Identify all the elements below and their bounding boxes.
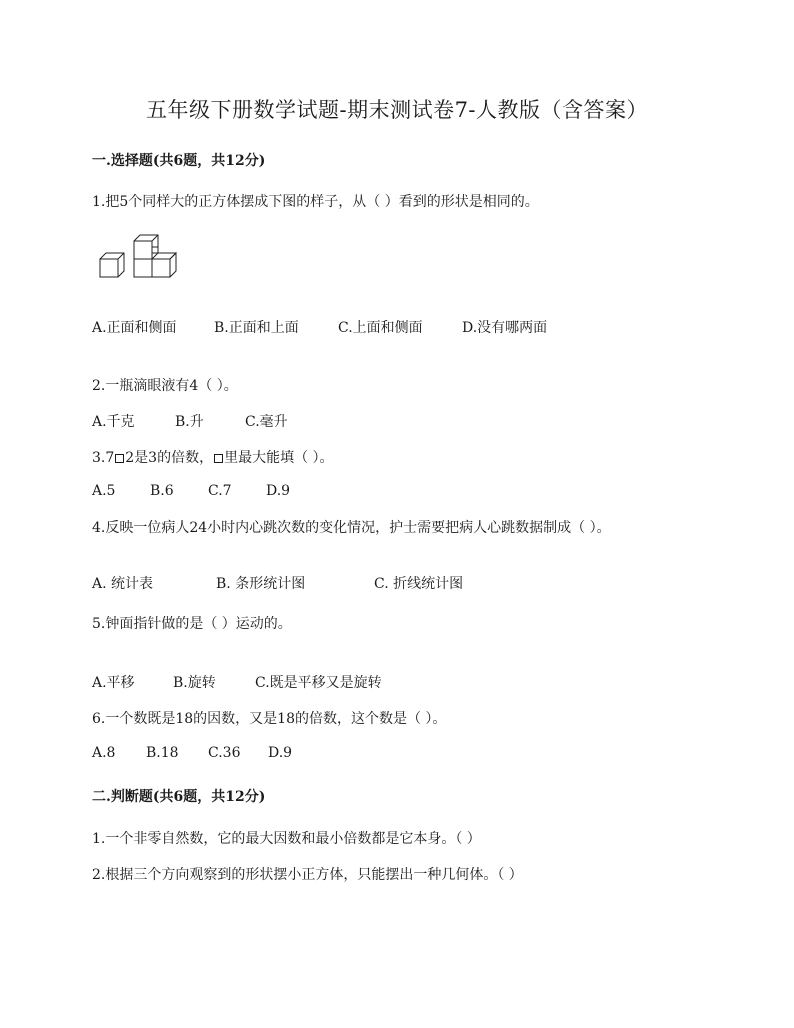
cubes-figure-svg — [97, 232, 181, 280]
option[interactable]: B. 条形统计图 — [216, 576, 306, 592]
option[interactable]: D.9 — [268, 745, 293, 761]
option[interactable]: A.千克 — [92, 414, 135, 430]
option[interactable]: B.升 — [175, 414, 204, 430]
option[interactable]: D.没有哪两面 — [462, 320, 548, 336]
section-heading-judgement: 二.判断题(共6题，共12分) — [92, 789, 266, 805]
judgement-question-1: 1.一个非零自然数，它的最大因数和最小倍数都是它本身。（ ） — [92, 831, 481, 847]
question-2: 2.一瓶滴眼液有4（ ）。 — [92, 378, 238, 394]
option[interactable]: C.既是平移又是旋转 — [255, 675, 382, 691]
options-q5 — [92, 672, 382, 692]
option[interactable]: C.毫升 — [245, 414, 288, 430]
option[interactable]: C.36 — [208, 745, 241, 761]
options-q3 — [92, 483, 290, 499]
options-q1 — [92, 317, 547, 337]
question-4: 4.反映一位病人24小时内心跳次数的变化情况，护士需要把病人心跳数据制成（ ）。 — [92, 520, 611, 536]
question-6: 6.一个数既是18的因数，又是18的倍数，这个数是（ ）。 — [92, 711, 447, 727]
options-q6 — [92, 745, 292, 761]
option[interactable]: A.平移 — [92, 675, 135, 691]
blank-box-icon — [214, 454, 223, 463]
option[interactable]: B.18 — [146, 745, 179, 761]
cubes-figure — [97, 232, 181, 284]
page-title: 五年级下册数学试题-期末测试卷7-人教版（含答案） — [145, 98, 649, 122]
option[interactable]: C.7 — [208, 483, 232, 499]
question-5: 5.钟面指针做的是（ ）运动的。 — [92, 616, 292, 632]
option[interactable]: B.正面和上面 — [214, 320, 299, 336]
question-3 — [92, 447, 334, 467]
option[interactable]: C. 折线统计图 — [374, 576, 464, 592]
option[interactable]: A.5 — [92, 483, 116, 499]
option[interactable]: A.正面和侧面 — [92, 320, 177, 336]
option[interactable]: A. 统计表 — [92, 576, 154, 592]
option[interactable]: B.6 — [150, 483, 174, 499]
question-3-part: 里最大能填（ ）。 — [224, 450, 334, 466]
options-q2 — [92, 411, 288, 431]
option[interactable]: D.9 — [266, 483, 291, 499]
judgement-question-2: 2.根据三个方向观察到的形状摆小正方体，只能摆出一种几何体。（ ） — [92, 867, 523, 883]
section-heading-choice: 一.选择题(共6题，共12分) — [92, 153, 266, 169]
option[interactable]: B.旋转 — [173, 675, 216, 691]
option[interactable]: A.8 — [92, 745, 116, 761]
question-3-part: 3.7 — [92, 450, 115, 466]
question-1: 1.把5个同样大的正方体摆成下图的样子，从（ ）看到的形状是相同的。 — [92, 194, 539, 210]
options-q4 — [92, 573, 463, 593]
option[interactable]: C.上面和侧面 — [338, 320, 423, 336]
question-3-part: 2是3的倍数， — [125, 450, 214, 466]
blank-box-icon — [115, 454, 124, 463]
